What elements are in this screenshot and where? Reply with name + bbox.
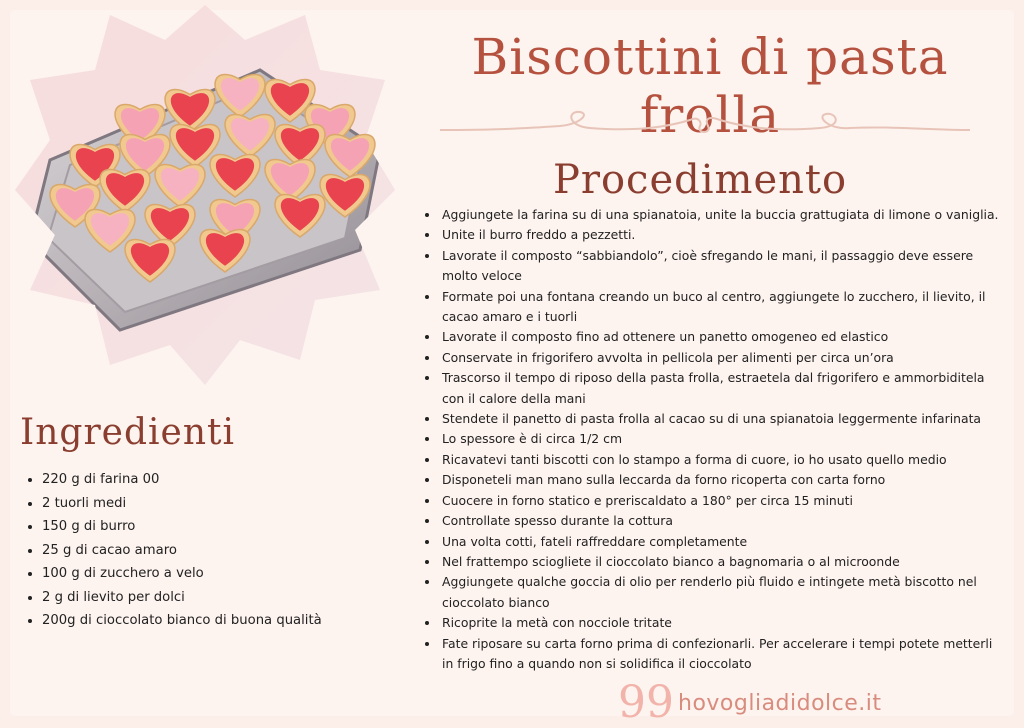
procedure-steps-list xyxy=(422,205,1000,674)
ingredient-item: • 100 g di zucchero a velo xyxy=(42,562,422,586)
procedure-step: • Lo spessore è di circa 1/2 cm xyxy=(440,429,1000,449)
brand-logo xyxy=(618,677,882,728)
ingredient-item: • 25 g di cacao amaro xyxy=(42,539,422,563)
procedure-step: • Fate riposare su carta forno prima di confezionarli. Per accelerare i tempi potete metterli in frigo fino a quando non si solidifica il cioccolato xyxy=(440,634,1000,675)
ingredients-list xyxy=(24,468,422,633)
ingredient-item: • 2 g di lievito per dolci xyxy=(42,586,422,610)
ingredient-item: • 150 g di burro xyxy=(42,515,422,539)
procedure-step: • Lavorate il composto fino ad ottenere un panetto omogeneo ed elastico xyxy=(440,327,1000,347)
recipe-title: Biscottini di pasta frolla xyxy=(471,28,949,144)
procedure-step: • Stendete il panetto di pasta frolla al cacao su di una spianatoia leggermente infarinata xyxy=(440,409,1000,429)
procedure-step: • Aggiungete qualche goccia di olio per renderlo più fluido e intingete metà biscotto nel cioccolato bianco xyxy=(440,572,1000,613)
decorative-flourish xyxy=(440,108,970,148)
procedure-step: • Cuocere in forno statico e preriscaldato a 180° per circa 15 minuti xyxy=(440,491,1000,511)
procedure-step: • Lavorate il composto “sabbiandolo”, cioè sfregando le mani, il passaggio deve essere molto veloce xyxy=(440,246,1000,287)
procedure-step: • Ricavatevi tanti biscotti con lo stampo a forma di cuore, io ho usato quello medio xyxy=(440,450,1000,470)
brand-name: hovogliadidolce.it xyxy=(678,690,882,716)
procedure-step: • Ricoprite la metà con nocciole tritate xyxy=(440,613,1000,633)
procedure-step: • Trascorso il tempo di riposo della pasta frolla, estraetela dal frigorifero e ammorbiditela con il calore della mani xyxy=(440,368,1000,409)
ingredient-item: • 220 g di farina 00 xyxy=(42,468,422,492)
procedure-step: • Aggiungete la farina su di una spianatoia, unite la buccia grattugiata di limone o vaniglia. xyxy=(440,205,1000,225)
ingredients-heading: Ingredienti xyxy=(20,412,235,453)
procedure-step: • Formate poi una fontana creando un buco al centro, aggiungete lo zucchero, il lievito, il cacao amaro e i tuorli xyxy=(440,287,1000,328)
procedure-step: • Conservate in frigorifero avvolta in pellicola per alimenti per circa un’ora xyxy=(440,348,1000,368)
procedure-step: • Disponeteli man mano sulla leccarda da forno ricoperta con carta forno xyxy=(440,470,1000,490)
procedure-step: • Una volta cotti, fateli raffreddare completamente xyxy=(440,532,1000,552)
cookies-photo xyxy=(10,0,400,390)
procedure-step: • Unite il burro freddo a pezzetti. xyxy=(440,225,1000,245)
quote-icon: 99 xyxy=(618,677,674,728)
procedure-step: • Controllate spesso durante la cottura xyxy=(440,511,1000,531)
procedure-step: • Nel frattempo sciogliete il cioccolato bianco a bagnomaria o al microonde xyxy=(440,552,1000,572)
ingredient-item: • 200g di cioccolato bianco di buona qualità xyxy=(42,609,422,633)
ingredient-item: • 2 tuorli medi xyxy=(42,492,422,516)
procedure-heading: Procedimento xyxy=(552,157,848,203)
